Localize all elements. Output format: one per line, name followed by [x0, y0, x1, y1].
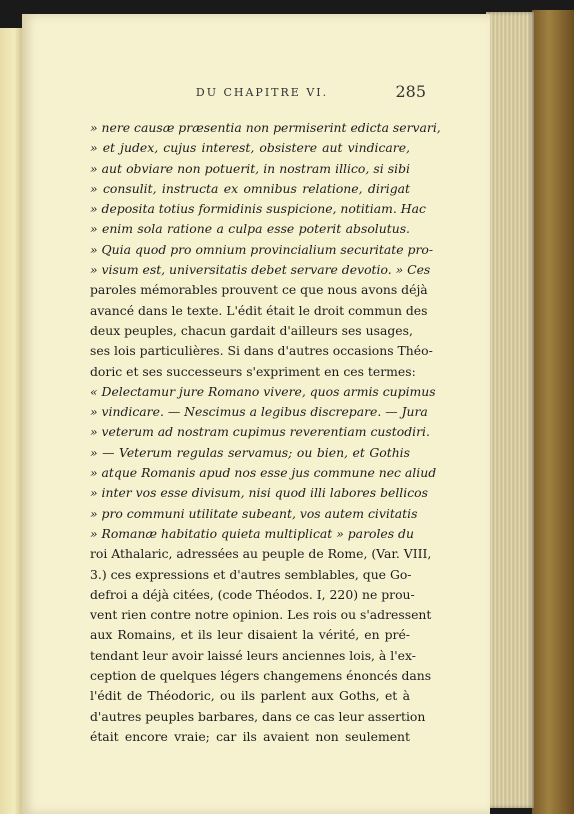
- text-line: deux peuples, chacun gardait d'ailleurs ses usages,: [90, 322, 413, 338]
- running-header: DU CHAPITRE VI.: [195, 86, 329, 99]
- text-line: était encore vraie; car ils avaient non seulement: [90, 728, 410, 744]
- text-line: » — Veterum regulas servamus; ou bien, et Gothis: [90, 444, 410, 460]
- text-line: » et judex, cujus interest, obsistere aut vindicare,: [90, 140, 410, 156]
- book-page: [22, 14, 490, 814]
- text-line: ses lois particulières. Si dans d'autres occasions Théo-: [90, 343, 433, 359]
- text-line: doric et ses successeurs s'expriment en ces termes:: [90, 363, 416, 379]
- text-line: l'édit de Théodoric, ou ils parlent aux Goths, et à: [90, 688, 410, 704]
- text-line: paroles mémorables prouvent ce que nous avons déjà: [90, 282, 428, 298]
- text-line: tendant leur avoir laissé leurs anciennes lois, à l'ex-: [90, 647, 416, 663]
- text-line: » visum est, universitatis debet servare devotio. » Ces: [90, 262, 431, 278]
- text-line: » Romanæ habitatio quieta multiplicat » paroles du: [90, 525, 414, 541]
- body-text: [90, 118, 441, 747]
- text-line: » consulit, instructa ex omnibus relatione, dirigat: [90, 180, 410, 196]
- text-line: » pro communi utilitate subeant, vos autem civitatis: [90, 505, 418, 521]
- text-line: » enim sola ratione a culpa esse poterit absolutus.: [90, 221, 410, 237]
- page-stack-edge: [486, 12, 534, 808]
- text-line: aux Romains, et ils leur disaient la vérité, en pré-: [90, 627, 410, 643]
- text-line: « Delectamur jure Romano vivere, quos armis cupimus: [90, 383, 436, 399]
- text-line: ception de quelques légers changemens énoncés dans: [90, 668, 432, 684]
- text-line: defroi a déjà citées, (code Théodos. I, 220) ne prou-: [90, 586, 415, 602]
- text-line: » nere causæ præsentia non permiserint edicta servari,: [90, 120, 441, 135]
- book-cover-edge: [532, 10, 574, 814]
- page-number: 285: [395, 82, 426, 101]
- text-line: » deposita totius formidinis suspicione, notitiam. Hac: [90, 201, 426, 217]
- text-line: roi Athalaric, adressées au peuple de Rome, (Var. VIII,: [90, 546, 432, 562]
- text-line: avancé dans le texte. L'édit était le droit commun des: [90, 302, 428, 318]
- text-line: » vindicare. — Nescimus a legibus discrepare. — Jura: [90, 404, 428, 420]
- text-line: » veterum ad nostram cupimus reverentiam custodiri.: [90, 424, 430, 440]
- left-page-edge: [0, 28, 24, 814]
- text-line: 3.) ces expressions et d'autres semblables, que Go-: [90, 566, 412, 582]
- text-line: » atque Romanis apud nos esse jus commune nec aliud: [90, 465, 437, 481]
- text-line: vent rien contre notre opinion. Les rois ou s'adressent: [90, 607, 432, 623]
- text-line: » Quia quod pro omnium provincialium securitate pro-: [90, 241, 434, 257]
- text-line: » aut obviare non potuerit, in nostram illico, si sibi: [90, 160, 410, 176]
- text-line: » inter vos esse divisum, nisi quod illi labores bellicos: [90, 485, 428, 501]
- text-line: d'autres peuples barbares, dans ce cas leur assertion: [90, 708, 426, 724]
